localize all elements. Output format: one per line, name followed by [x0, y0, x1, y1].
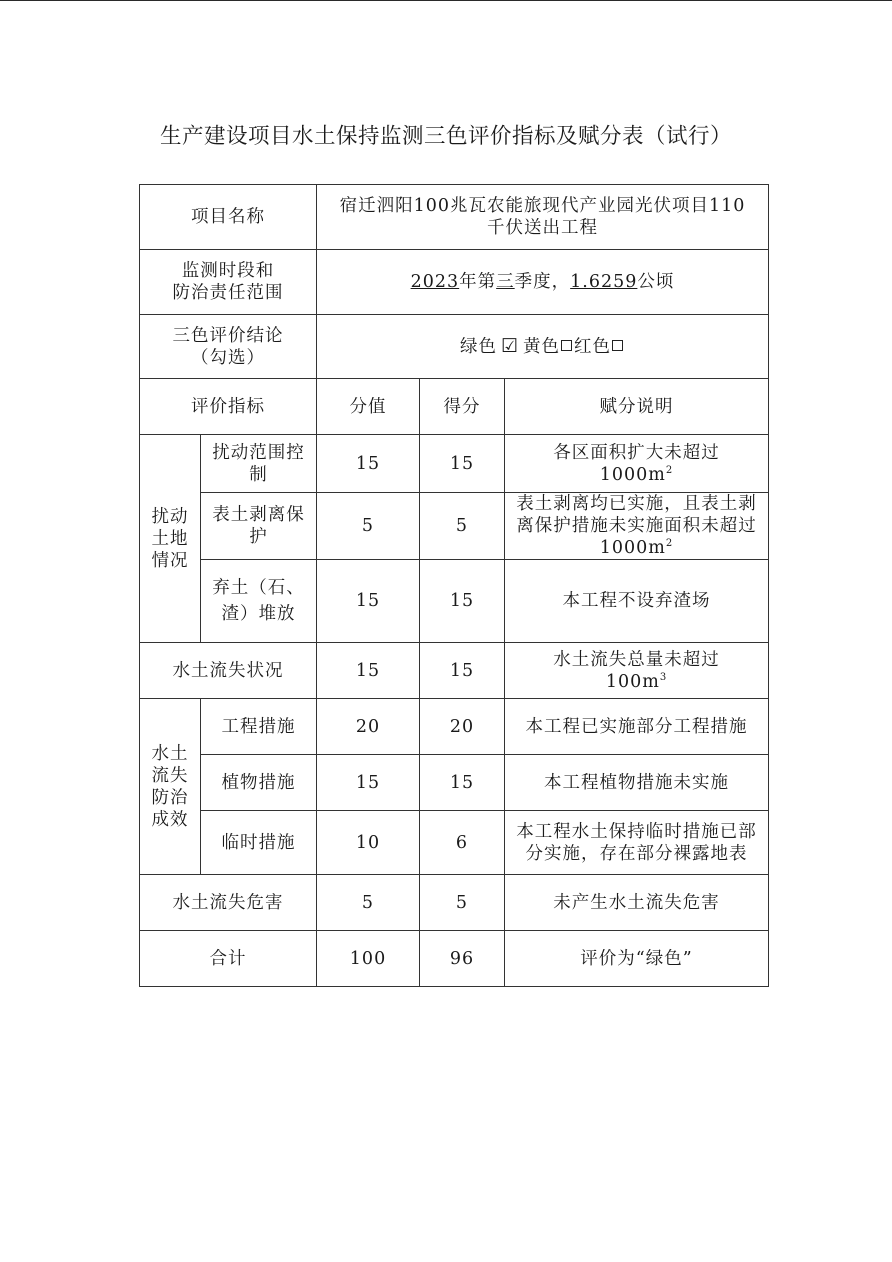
period-year-suffix: 年第: [459, 272, 497, 292]
max-score: 15: [317, 643, 420, 699]
total-explanation: 评价为“绿色”: [505, 931, 769, 987]
scoring-table: [139, 184, 769, 987]
score: 15: [420, 435, 505, 493]
conclusion-label: [140, 315, 317, 379]
score: 5: [420, 493, 505, 560]
page-top-border: [0, 0, 892, 1]
score: 15: [420, 755, 505, 811]
header-max-score: 分值: [317, 379, 420, 435]
explanation-text: 水土流失总量未超过: [553, 649, 720, 670]
unchecked-box-icon[interactable]: [612, 340, 623, 351]
total-score: 96: [420, 931, 505, 987]
score: 20: [420, 699, 505, 755]
table-row: [140, 493, 769, 560]
explanation: [505, 435, 769, 493]
unchecked-box-icon[interactable]: [561, 340, 572, 351]
explanation-superscript: 2: [665, 464, 674, 476]
period-area-unit: 公顷: [637, 272, 675, 292]
table-row: [140, 875, 769, 931]
indicator-name: 水土流失状况: [140, 643, 317, 699]
monitoring-period-label-line1: 监测时段和: [181, 261, 275, 281]
header-score: 得分: [420, 379, 505, 435]
group-label-disturbance: 扰动土地情况: [140, 435, 201, 643]
indicator-name: 植物措施: [201, 755, 317, 811]
max-score: 15: [317, 755, 420, 811]
explanation-text: 各区面积扩大未超过: [553, 442, 720, 463]
project-name-value: 宿迁泗阳100兆瓦农能旅现代产业园光伏项目110千伏送出工程: [317, 185, 769, 250]
group-label-prevention: 水土流失防治成效: [140, 699, 201, 875]
max-score: 5: [317, 875, 420, 931]
explanation: 本工程水土保持临时措施已部分实施，存在部分裸露地表: [505, 811, 769, 875]
max-score: 10: [317, 811, 420, 875]
table-row: [140, 560, 769, 643]
score: 15: [420, 643, 505, 699]
max-score: 20: [317, 699, 420, 755]
indicator-name: 临时措施: [201, 811, 317, 875]
monitoring-period-label-line2: 防治责任范围: [172, 283, 284, 303]
explanation-superscript: 2: [665, 538, 674, 550]
score: 15: [420, 560, 505, 643]
explanation: 本工程不设弃渣场: [505, 560, 769, 643]
explanation: [505, 643, 769, 699]
indicator-name: 扰动范围控制: [201, 435, 317, 493]
monitoring-period-label: [140, 250, 317, 315]
indicator-name: 表土剥离保护: [201, 493, 317, 560]
max-score: 5: [317, 493, 420, 560]
indicator-name: 工程措施: [201, 699, 317, 755]
period-quarter-suffix: 季度，: [514, 272, 571, 292]
red-option-label: 红色: [574, 337, 612, 357]
monitoring-period-row: [140, 250, 769, 315]
period-quarter: 三: [496, 272, 515, 292]
explanation-value: 100m: [605, 671, 660, 692]
project-name-row: [140, 185, 769, 250]
max-score: 15: [317, 560, 420, 643]
table-row: [140, 811, 769, 875]
explanation: [505, 493, 769, 560]
max-score: 15: [317, 435, 420, 493]
conclusion-label-line1: 三色评价结论: [172, 325, 284, 346]
header-row: [140, 379, 769, 435]
explanation: 本工程植物措施未实施: [505, 755, 769, 811]
green-option-label: 绿色: [459, 337, 497, 357]
yellow-option-label: 黄色: [523, 337, 561, 357]
checked-box-icon[interactable]: ☑: [500, 335, 520, 357]
explanation-value: 1000m: [599, 538, 666, 558]
explanation-superscript: 3: [659, 671, 668, 683]
indicator-name: 弃土（石、渣）堆放: [201, 560, 317, 643]
period-area: 1.6259: [570, 272, 638, 292]
score: 5: [420, 875, 505, 931]
monitoring-period-value: [317, 250, 769, 315]
header-explanation: 赋分说明: [505, 379, 769, 435]
table-row: [140, 699, 769, 755]
conclusion-label-line2: （勾选）: [191, 347, 265, 368]
total-row: [140, 931, 769, 987]
table-row: [140, 643, 769, 699]
project-name-label: 项目名称: [140, 185, 317, 250]
header-indicator: 评价指标: [140, 379, 317, 435]
explanation-text: 表土剥离均已实施，且表土剥离保护措施未实施面积未超过: [516, 494, 757, 536]
period-year: 2023: [410, 272, 460, 292]
explanation: 本工程已实施部分工程措施: [505, 699, 769, 755]
conclusion-row: [140, 315, 769, 379]
indicator-name: 水土流失危害: [140, 875, 317, 931]
document-title: 生产建设项目水土保持监测三色评价指标及赋分表（试行）: [159, 124, 732, 149]
conclusion-options: [317, 315, 769, 379]
table-row: [140, 435, 769, 493]
total-max-score: 100: [317, 931, 420, 987]
total-label: 合计: [140, 931, 317, 987]
table-row: [140, 755, 769, 811]
explanation: 未产生水土流失危害: [505, 875, 769, 931]
explanation-value: 1000m: [599, 464, 666, 485]
score: 6: [420, 811, 505, 875]
